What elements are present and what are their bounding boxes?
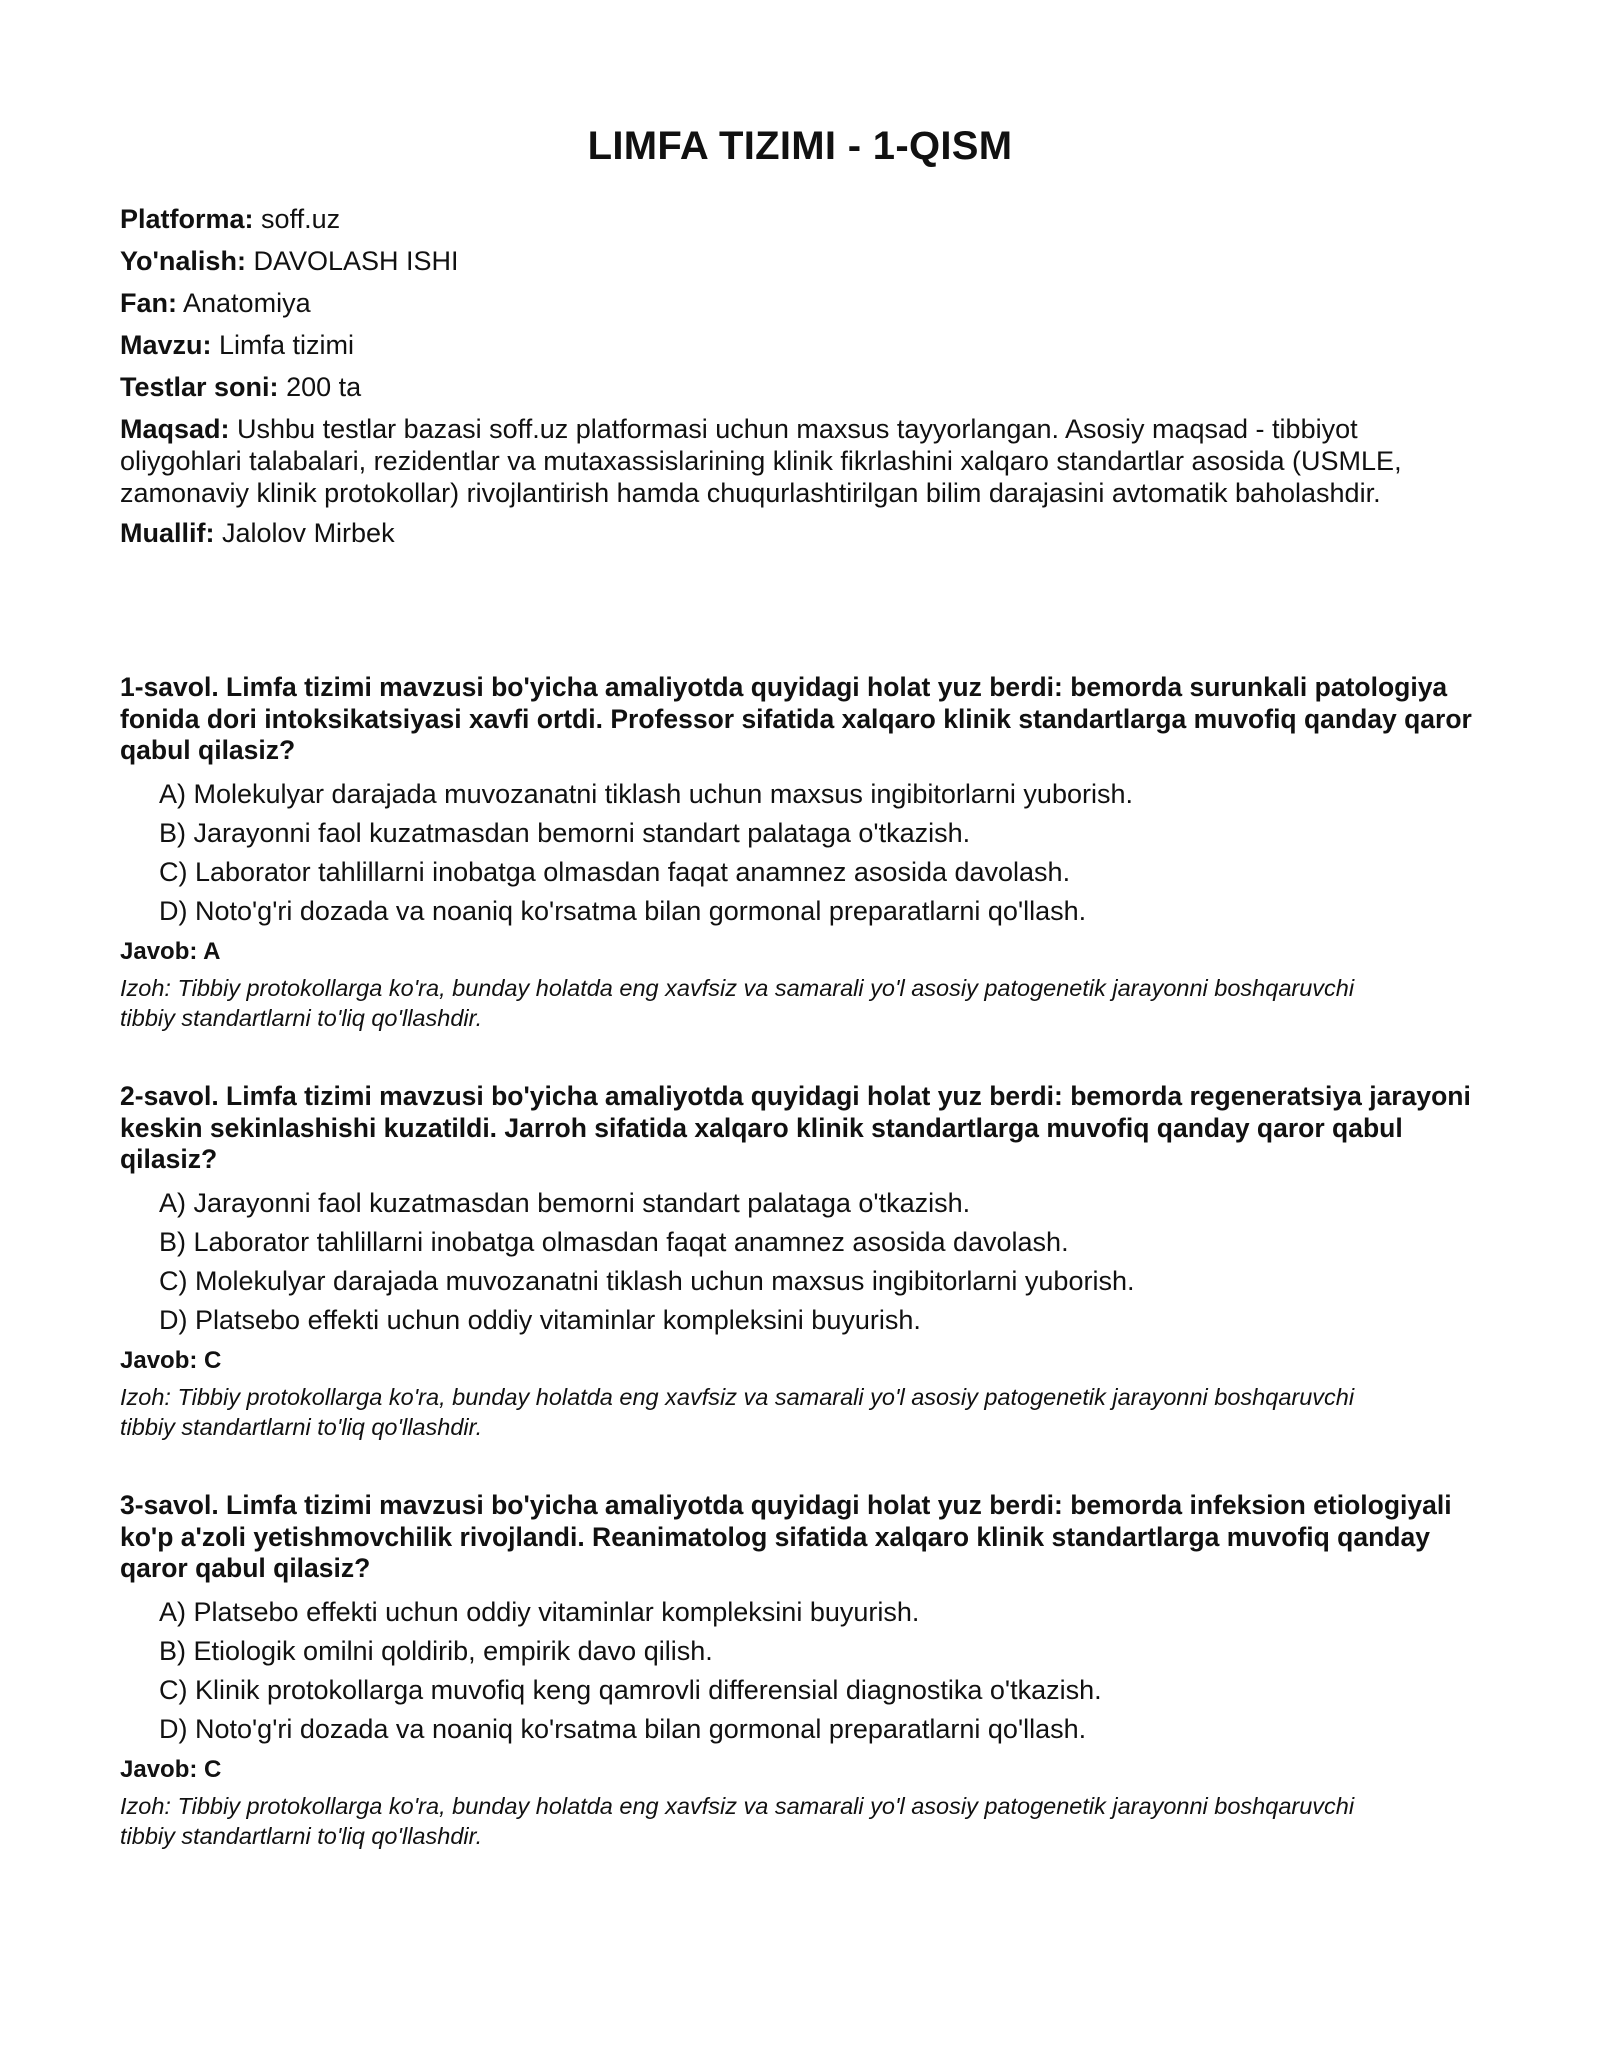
answer-explanation: Izoh: Tibbiy protokollarga ko'ra, bunday holatda eng xavfsiz va samarali yo'l asosiy patogenetik jarayonni boshqaruvchi tibbiy standartlarni to'liq qo'llashdir.	[120, 1383, 1355, 1440]
meta-value: DAVOLASH ISHI	[253, 246, 459, 276]
answer-option: A) Platsebo effekti uchun oddiy vitaminlar kompleksini buyurish.	[159, 1596, 920, 1627]
meta-direction	[120, 245, 1460, 277]
meta-key: Platforma:	[120, 204, 254, 234]
meta-key: Mavzu:	[120, 330, 212, 360]
meta-author	[120, 517, 1460, 549]
meta-key: Testlar soni:	[120, 372, 279, 402]
answer-options	[120, 779, 1480, 926]
answer-option: B) Laborator tahlillarni inobatga olmasdan faqat anamnez asosida davolash.	[159, 1226, 1069, 1257]
answer-explanation: Izoh: Tibbiy protokollarga ko'ra, bunday holatda eng xavfsiz va samarali yo'l asosiy patogenetik jarayonni boshqaruvchi tibbiy standartlarni to'liq qo'llashdir.	[120, 974, 1355, 1031]
meta-subject	[120, 287, 1460, 319]
meta-test-count	[120, 371, 1460, 403]
answer-option: A) Molekulyar darajada muvozanatni tiklash uchun maxsus ingibitorlarni yuborish.	[159, 778, 1133, 809]
answer-option: D) Platsebo effekti uchun oddiy vitaminlar kompleksini buyurish.	[159, 1304, 921, 1335]
correct-answer: Javob: C	[120, 1755, 222, 1783]
meta-key: Muallif:	[120, 518, 215, 548]
answer-option: C) Laborator tahlillarni inobatga olmasdan faqat anamnez asosida davolash.	[159, 856, 1071, 887]
meta-value: Limfa tizimi	[219, 330, 355, 360]
meta-value: Anatomiya	[183, 288, 311, 318]
correct-answer: Javob: C	[120, 1346, 222, 1374]
meta-key: Yo'nalish:	[120, 246, 246, 276]
answer-option: D) Noto'g'ri dozada va noaniq ko'rsatma bilan gormonal preparatlarni qo'llash.	[159, 1713, 1087, 1744]
meta-platform	[120, 203, 1460, 235]
document-meta	[120, 203, 1460, 559]
answer-options	[120, 1597, 1480, 1744]
meta-key: Maqsad:	[120, 414, 230, 444]
question-text: 3-savol. Limfa tizimi mavzusi bo'yicha amaliyotda quyidagi holat yuz berdi: bemorda infeksion etiologiyali ko'p a'zoli yetishmovchilik rivojlandi. Reanimatolog sifatida xalqaro klinik standartlarga muvofiq qanday qaror qabul qilasiz?	[120, 1490, 1452, 1583]
meta-key: Fan:	[120, 288, 177, 318]
question-list	[120, 672, 1480, 1899]
question-item	[120, 672, 1480, 1081]
meta-goal	[120, 413, 1460, 509]
correct-answer: Javob: A	[120, 937, 221, 965]
answer-option: C) Klinik protokollarga muvofiq keng qamrovli differensial diagnostika o'tkazish.	[159, 1674, 1102, 1705]
question-text: 1-savol. Limfa tizimi mavzusi bo'yicha amaliyotda quyidagi holat yuz berdi: bemorda surunkali patologiya fonida dori intoksikatsiyasi xavfi ortdi. Professor sifatida xalqaro klinik standartlarga muvofiq qanday qaror qabul qilasiz?	[120, 672, 1472, 765]
document-title: LIMFA TIZIMI - 1-QISM	[587, 124, 1013, 168]
answer-option: D) Noto'g'ri dozada va noaniq ko'rsatma bilan gormonal preparatlarni qo'llash.	[159, 895, 1087, 926]
question-text: 2-savol. Limfa tizimi mavzusi bo'yicha amaliyotda quyidagi holat yuz berdi: bemorda regeneratsiya jarayoni keskin sekinlashishi kuzatildi. Jarroh sifatida xalqaro klinik standartlarga muvofiq qanday qaror qabul qilasiz?	[120, 1081, 1471, 1174]
meta-value: Jalolov Mirbek	[222, 518, 395, 548]
answer-option: C) Molekulyar darajada muvozanatni tiklash uchun maxsus ingibitorlarni yuborish.	[159, 1265, 1135, 1296]
answer-option: B) Jarayonni faol kuzatmasdan bemorni standart palataga o'tkazish.	[159, 817, 971, 848]
meta-value: soff.uz	[261, 204, 341, 234]
answer-options	[120, 1188, 1480, 1335]
answer-option: A) Jarayonni faol kuzatmasdan bemorni standart palataga o'tkazish.	[159, 1187, 971, 1218]
answer-option: B) Etiologik omilni qoldirib, empirik davo qilish.	[159, 1635, 713, 1666]
answer-explanation: Izoh: Tibbiy protokollarga ko'ra, bunday holatda eng xavfsiz va samarali yo'l asosiy patogenetik jarayonni boshqaruvchi tibbiy standartlarni to'liq qo'llashdir.	[120, 1792, 1355, 1849]
meta-value: 200 ta	[286, 372, 362, 402]
meta-value: Ushbu testlar bazasi soff.uz platformasi uchun maxsus tayyorlangan. Asosiy maqsad - tibbiyot oliygohlari talabalari, rezidentlar va mutaxassislarining klinik fikrlashini xalqaro standartlar asosida (USMLE, zamonaviy klinik protokollar) rivojlantirish hamda chuqurlashtirilgan bilim darajasini avtomatik baholashdir.	[120, 414, 1402, 508]
meta-topic	[120, 329, 1460, 361]
question-item	[120, 1081, 1480, 1490]
question-item	[120, 1490, 1480, 1899]
